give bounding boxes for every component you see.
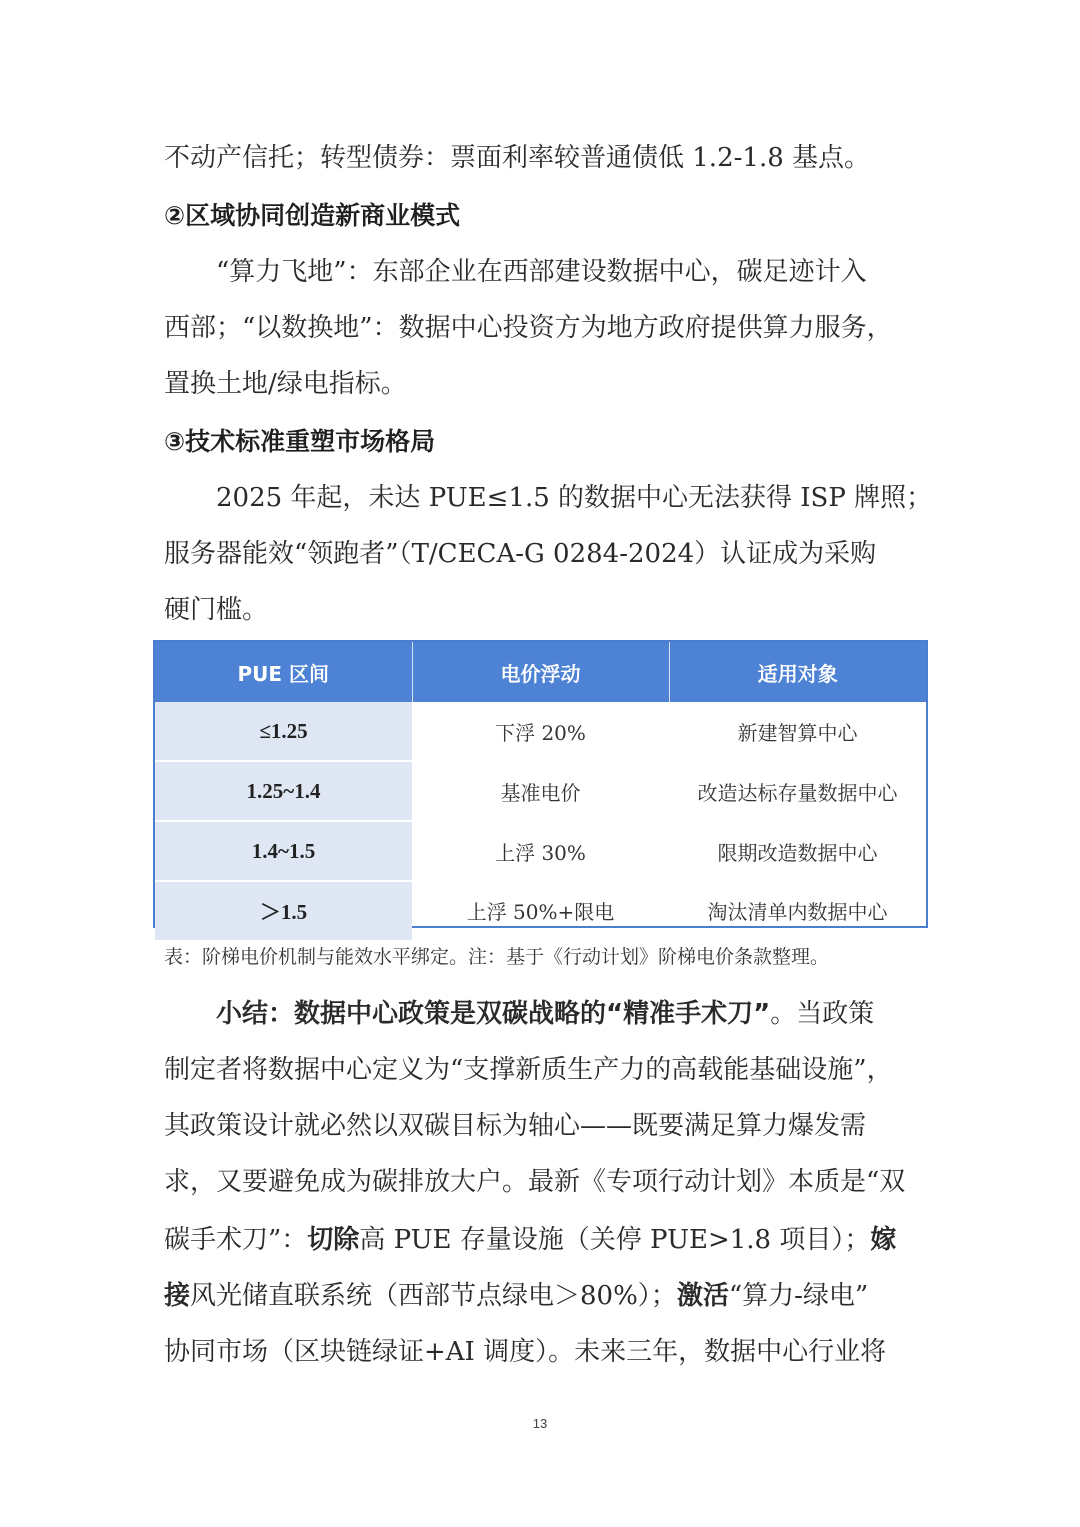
paragraph-2-line-1: “算力飞地”：东部企业在西部建设数据中心，碳足迹计入 (216, 257, 867, 287)
table-cell: 淘汰清单内数据中心 (707, 900, 888, 924)
summary-text: 风光储直联系统（西部节点绿电＞80%）； (190, 1281, 677, 1311)
summary-line-5 (164, 1220, 896, 1260)
summary-bold-term: 嫁 (870, 1225, 897, 1255)
table-cell: 上浮 50%+限电 (466, 900, 615, 924)
table-row (155, 881, 926, 940)
table-cell: ≤1.25 (155, 702, 412, 761)
table-cell: ＞1.5 (155, 881, 412, 940)
summary-text: 高 PUE 存量设施（关停 PUE>1.8 项目）； (359, 1225, 871, 1255)
table-cell: 限期改造数据中心 (717, 840, 878, 865)
table-header-cell: PUE 区间 (155, 642, 412, 702)
paragraph-2-line-3: 置换土地/绿电指标。 (164, 369, 407, 399)
summary-bold-term: 接 (164, 1281, 191, 1311)
paragraph-1-line-1: 不动产信托；转型债券：票面利率较普通债低 1.2-1.8 基点。 (164, 143, 871, 173)
table-cell: 上浮 30% (495, 840, 586, 865)
summary-line-6 (164, 1276, 868, 1316)
table-cell: 基准电价 (500, 780, 581, 805)
summary-line-1 (216, 994, 874, 1034)
summary-bold-lead: 小结：数据中心政策是双碳战略的“精准手术刀” (216, 999, 771, 1029)
table-caption: 表：阶梯电价机制与能效水平绑定。注：基于《行动计划》阶梯电价条款整理。 (164, 946, 830, 968)
summary-bold-term: 切除 (307, 1225, 360, 1255)
table-cell: 改造达标存量数据中心 (697, 780, 898, 805)
table-cell: 新建智算中心 (737, 721, 858, 745)
pue-price-table (153, 640, 928, 928)
paragraph-3-line-3: 硬门槛。 (164, 595, 269, 625)
summary-text: “算力-绿电” (728, 1281, 869, 1311)
page-number: 13 (532, 1416, 548, 1431)
paragraph-2-line-2: 西部；“以数换地”：数据中心投资方为地方政府提供算力服务， (164, 313, 893, 343)
summary-line-7: 协同市场（区块链绿证+AI 调度）。未来三年，数据中心行业将 (164, 1337, 887, 1367)
table-cell: 1.4~1.5 (155, 821, 412, 881)
summary-line-3: 其政策设计就必然以双碳目标为轴心——既要满足算力爆发需 (164, 1111, 867, 1141)
summary-bold-term: 激活 (676, 1281, 729, 1311)
table-cell: 下浮 20% (495, 721, 586, 745)
table-header-row (155, 642, 926, 702)
table-row (155, 702, 926, 761)
summary-text: 。当政策 (770, 999, 875, 1029)
section-heading-3: ③技术标准重塑市场格局 (164, 427, 436, 456)
summary-line-2: 制定者将数据中心定义为“支撑新质生产力的高载能基础设施”， (164, 1055, 893, 1085)
summary-line-4: 求，又要避免成为碳排放大户。最新《专项行动计划》本质是“双 (164, 1167, 906, 1197)
table-row (155, 821, 926, 881)
table-header-cell: 电价浮动 (412, 642, 669, 702)
paragraph-3-line-2: 服务器能效“领跑者”（T/CECA-G 0284-2024）认证成为采购 (164, 539, 877, 569)
table-row (155, 761, 926, 821)
table-header-cell: 适用对象 (669, 642, 926, 702)
table-cell: 1.25~1.4 (155, 761, 412, 821)
section-heading-2: ②区域协同创造新商业模式 (164, 201, 461, 230)
summary-text: 碳手术刀”： (164, 1225, 308, 1255)
paragraph-3-line-1: 2025 年起，未达 PUE≤1.5 的数据中心无法获得 ISP 牌照； (216, 483, 933, 513)
